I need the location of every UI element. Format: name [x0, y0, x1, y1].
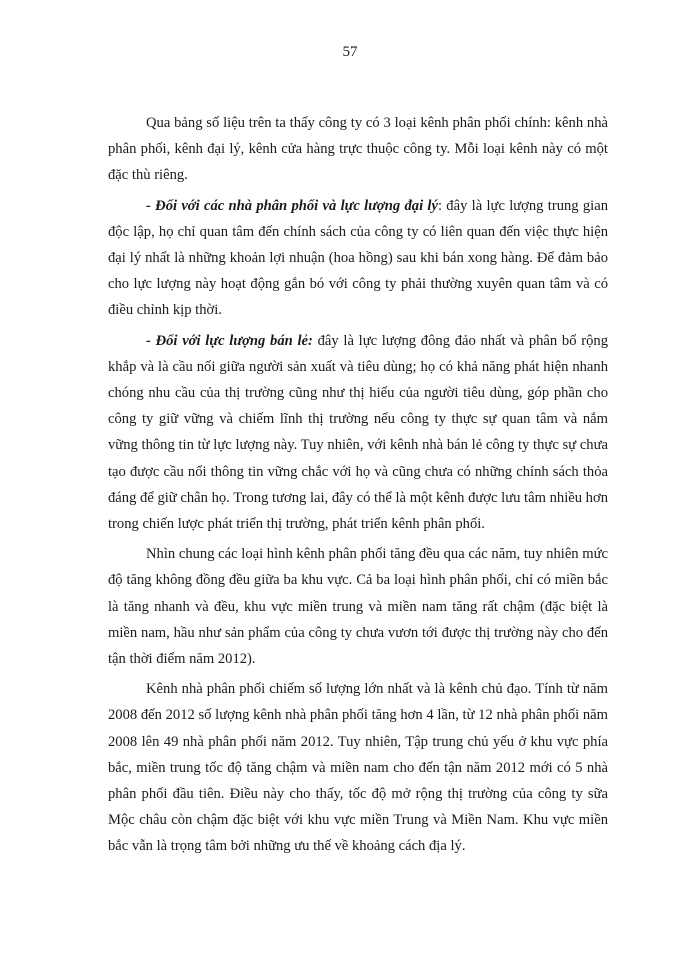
paragraph-text: đây là lực lượng đông đảo nhất và phân bổ rộng khắp và là cầu nối giữa người sản xuất và tiêu dùng; họ có khả năng phát hiện nhanh chóng nhu cầu của thị trường cũng như thị hiếu của người tiêu dùng, góp phần cho công ty giữ vững và chiếm lĩnh thị trường nếu công ty thực sự quan tâm và nắm vững thông tin từ lực lượng này. Tuy nhiên, với kênh nhà bán lẻ công ty thực sự chưa tạo được cầu nối thông tin vững chắc với họ và cũng chưa có những chính sách thỏa đáng để giữ chân họ. Trong tương lai, đây có thể là một kênh được lưu tâm nhiều hơn trong chiến lược phát triển thị trường, phát triển kênh phân phối. — [108, 332, 608, 533]
paragraph — [108, 193, 608, 324]
document-body — [108, 110, 608, 864]
paragraph-lead: - Đối với các nhà phân phối và lực lượng đại lý — [146, 197, 438, 214]
paragraph — [108, 541, 608, 672]
paragraph — [108, 110, 608, 189]
paragraph-lead: - Đối với lực lượng bán lẻ: — [146, 332, 313, 349]
paragraph-text: : đây là lực lượng trung gian độc lập, họ chỉ quan tâm đến chính sách của công ty có liên quan đến việc thực hiện đại lý nhất là những khoản lợi nhuận (hoa hồng) sau khi bán xong hàng. Để đảm bảo cho lực lượng này hoạt động gắn bó với công ty phải thường xuyên quan tâm và có điều chỉnh kịp thời. — [108, 197, 608, 319]
paragraph — [108, 328, 608, 538]
paragraph — [108, 676, 608, 859]
paragraph-text: Kênh nhà phân phối chiếm số lượng lớn nhất và là kênh chủ đạo. Tính từ năm 2008 đến 2012 số lượng kênh nhà phân phối tăng hơn 4 lần, từ 12 nhà phân phối năm 2008 lên 49 nhà phân phối năm 2012. Tuy nhiên, Tập trung chủ yếu ở khu vực phía bắc, miền trung tốc độ tăng chậm và miền nam cho đến tận năm 2012 mới có 5 nhà phân phối đầu tiên. Điều này cho thấy, tốc độ mở rộng thị trường của công ty sữa Mộc châu còn chậm đặc biệt với khu vực miền Trung và Miền Nam. Khu vực miền bắc vẫn là trọng tâm bởi những ưu thế về khoảng cách địa lý. — [108, 681, 608, 855]
page-number: 57 — [342, 44, 358, 60]
paragraph-text: Qua bảng số liệu trên ta thấy công ty có 3 loại kênh phân phối chính: kênh nhà phân phối, kênh đại lý, kênh cửa hàng trực thuộc công ty. Mỗi loại kênh này có một đặc thù riêng. — [108, 115, 608, 184]
paragraph-text: Nhìn chung các loại hình kênh phân phối tăng đều qua các năm, tuy nhiên mức độ tăng không đồng đều giữa ba khu vực. Cả ba loại hình phân phối, chỉ có miền bắc là tăng nhanh và đều, khu vực miền trung và miền nam tăng rất chậm (đặc biệt là miền nam, hầu như sản phẩm của công ty chưa vươn tới được thị trường này cho đến tận thời điểm năm 2012). — [108, 546, 608, 668]
